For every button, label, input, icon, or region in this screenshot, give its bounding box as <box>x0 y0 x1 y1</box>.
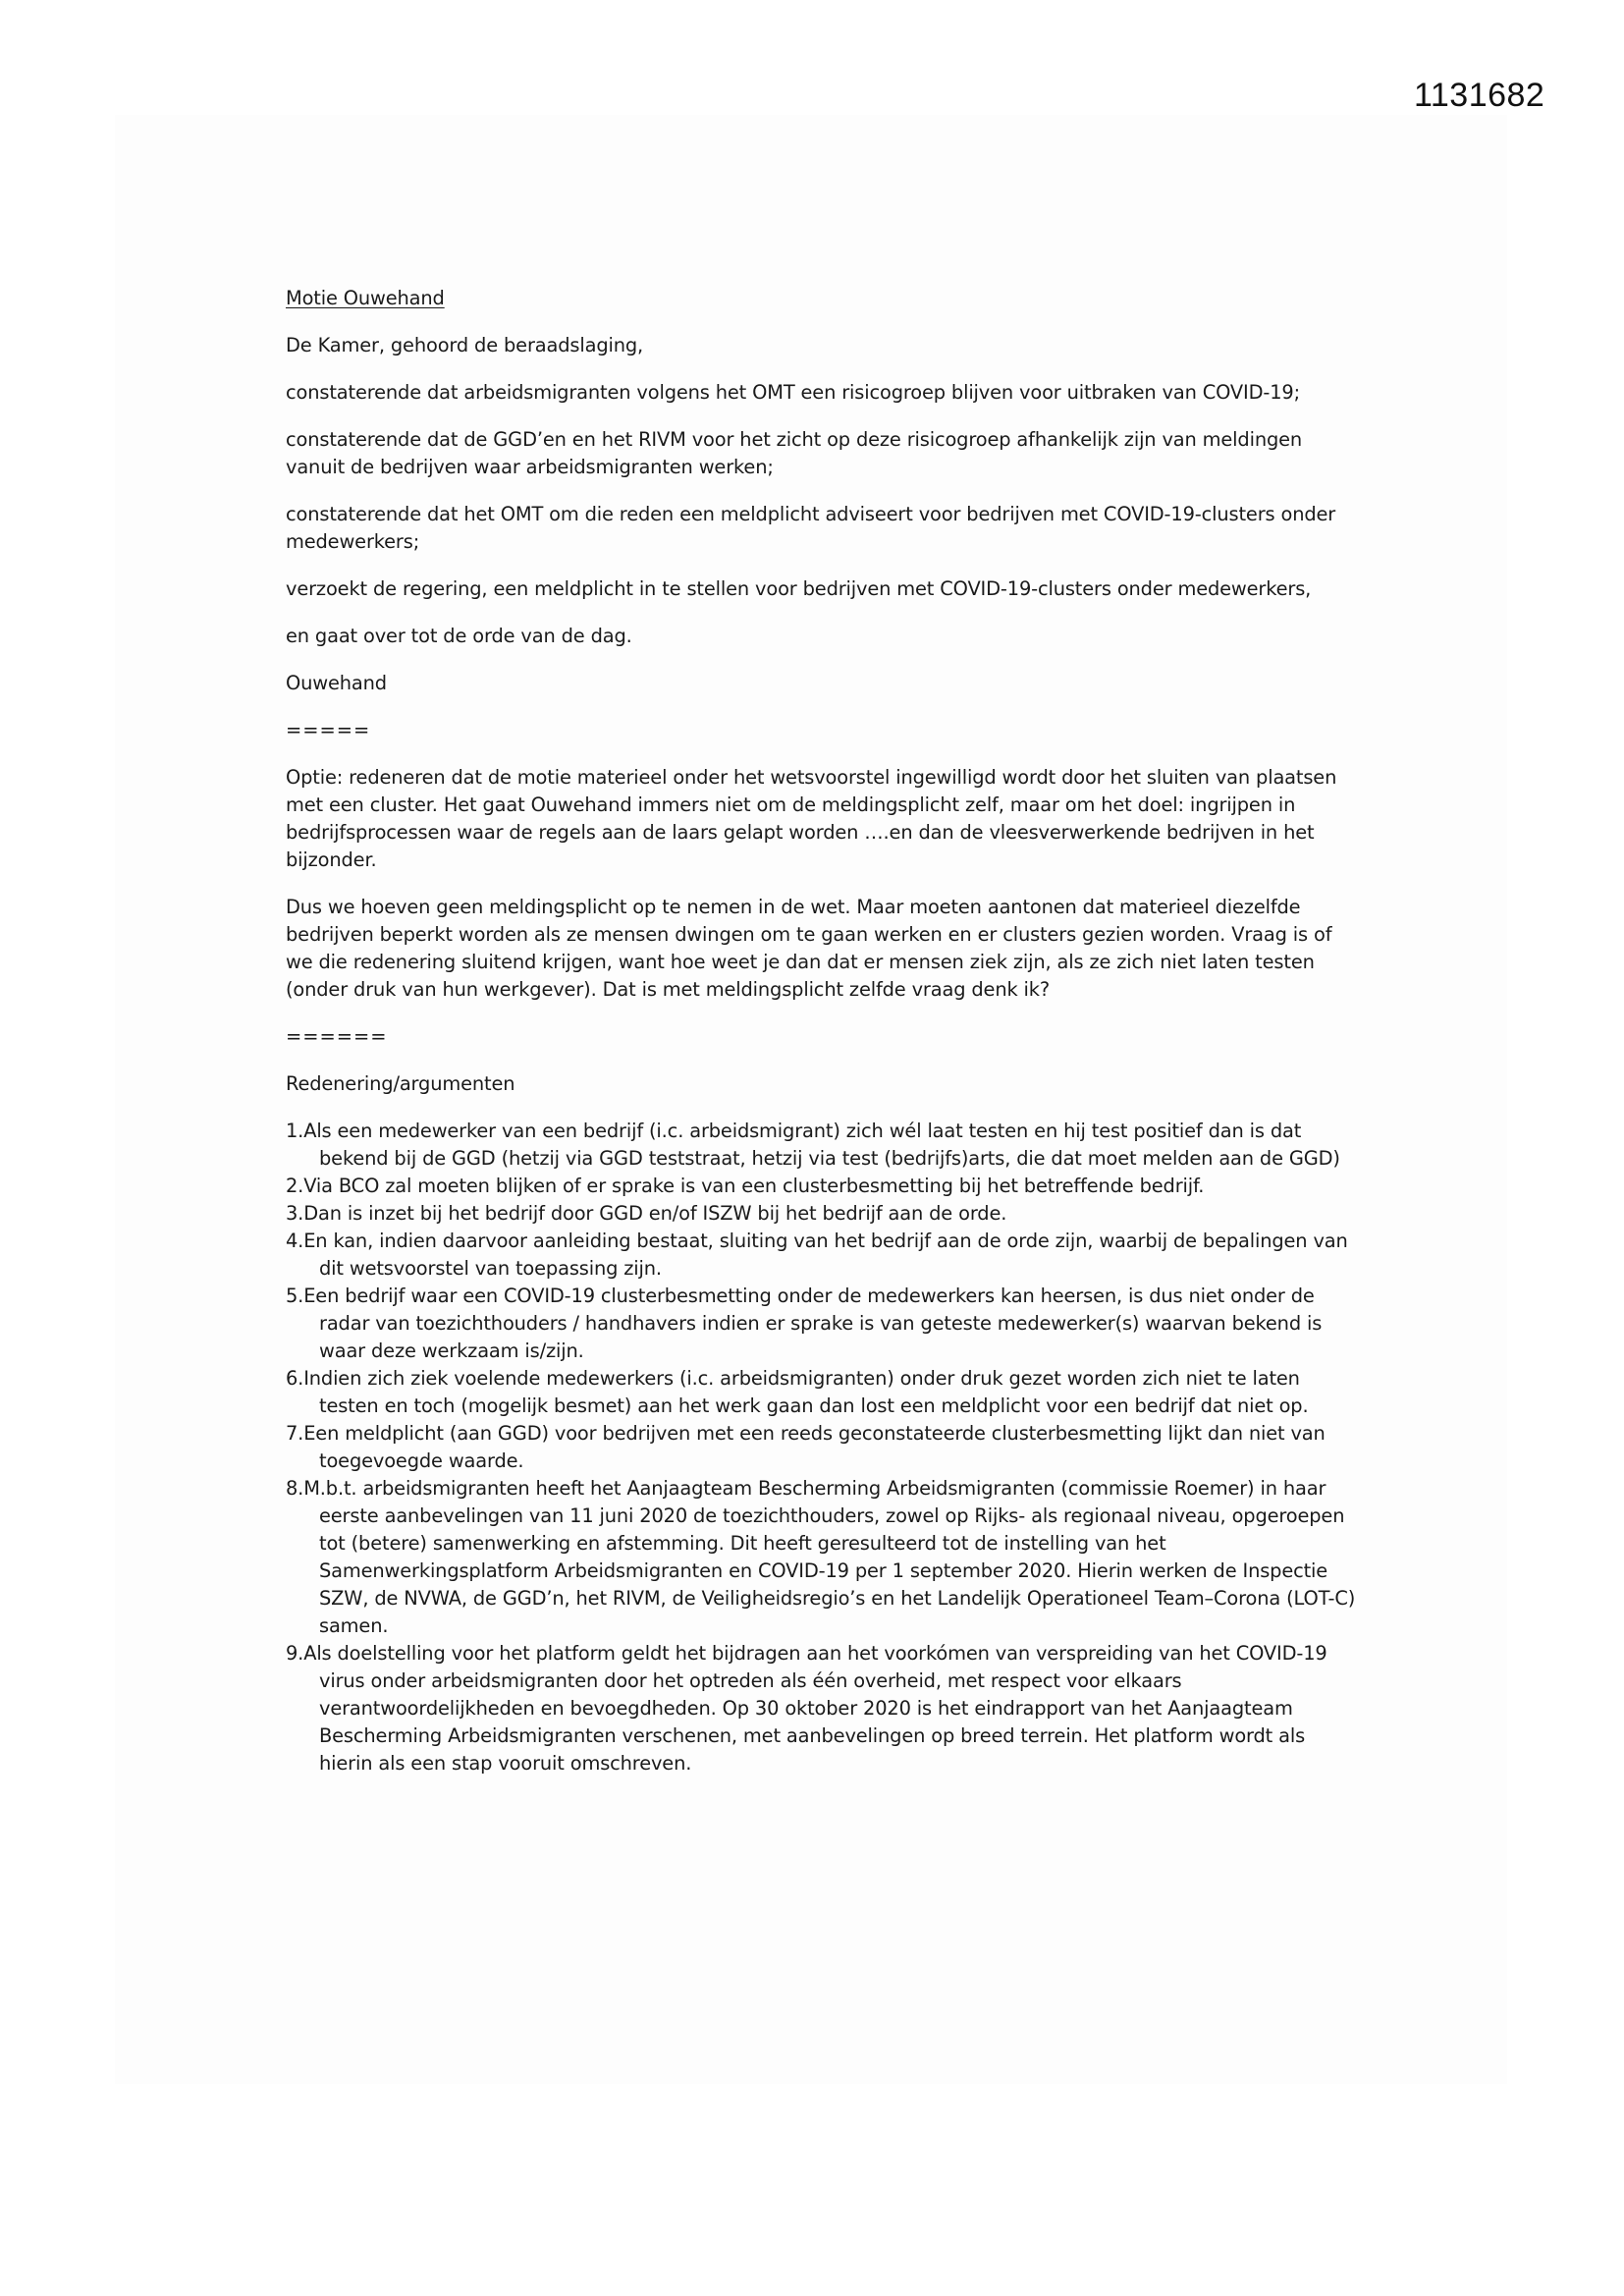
item-number: 4. <box>286 1230 304 1252</box>
motion-consideration: constaterende dat arbeidsmigranten volgens het OMT een risicogroep blijven voor uitbraken van COVID-19; <box>286 381 1300 404</box>
motion-consideration: constaterende dat de GGD’en en het RIVM voor het zicht op deze risicogroep afhankelijk zijn van meldingen vanuit de bedrijven waar arbeidsmigranten werken; <box>286 428 1303 478</box>
item-text: Als doelstelling voor het platform geldt het bijdragen aan het voorkómen van verspreiding van het COVID-19 virus onder arbeidsmigranten door het optreden als één overheid, met respect voor elkaars verantwoordelijkheden en bevoegdheden. Op 30 oktober 2020 is het eindrapport van het Aanjaagteam Bescherming Arbeidsmigranten verschenen, met aanbevelingen op breed terrein. Het platform wordt als hierin als een stap vooruit omschreven. <box>303 1642 1327 1775</box>
item-number: 9. <box>286 1642 304 1665</box>
item-number: 2. <box>286 1175 304 1197</box>
separator: ===== <box>286 719 371 741</box>
separator: ====== <box>286 1025 388 1048</box>
item-number: 5. <box>286 1285 304 1307</box>
arguments-list <box>286 1118 1356 1777</box>
motion-closing: en gaat over tot de orde van de dag. <box>286 625 632 647</box>
item-number: 3. <box>286 1202 304 1225</box>
note-paragraph: Dus we hoeven geen meldingsplicht op te nemen in de wet. Maar moeten aantonen dat materieel diezelfde bedrijven beperkt worden als ze mensen dwingen om te gaan werken en er clusters gezien worden. Vraag is of we die redenering sluitend krijgen, want hoe weet je dan dat er mensen ziek zijn, als ze zich niet laten testen (onder druk van hun werkgever). Dat is met meldingsplicht zelfde vraag denk ik? <box>286 896 1332 1001</box>
motion-title: Motie Ouwehand <box>286 287 445 309</box>
argument-item <box>286 1420 1356 1475</box>
argument-item <box>286 1173 1356 1200</box>
item-text: Indien zich ziek voelende medewerkers (i.c. arbeidsmigranten) onder druk gezet worden zich niet te laten testen en toch (mogelijk besmet) aan het werk gaan dan lost een meldplicht voor een bedrijf dat niet op. <box>303 1367 1309 1417</box>
document-body <box>286 285 1356 1777</box>
item-text: En kan, indien daarvoor aanleiding bestaat, sluiting van het bedrijf aan de orde zijn, waarbij de bepalingen van dit wetsvoorstel van toepassing zijn. <box>303 1230 1348 1280</box>
motion-consideration: constaterende dat het OMT om die reden een meldplicht adviseert voor bedrijven met COVID-19-clusters onder medewerkers; <box>286 503 1336 553</box>
motion-signature: Ouwehand <box>286 672 387 694</box>
item-text: Dan is inzet bij het bedrijf door GGD en/of ISZW bij het bedrijf aan de orde. <box>303 1202 1007 1225</box>
item-number: 7. <box>286 1422 304 1445</box>
item-text: Via BCO zal moeten blijken of er sprake is van een clusterbesmetting bij het betreffende bedrijf. <box>303 1175 1205 1197</box>
argument-item <box>286 1365 1356 1420</box>
item-number: 1. <box>286 1120 304 1142</box>
item-number: 8. <box>286 1477 304 1500</box>
arguments-heading: Redenering/argumenten <box>286 1072 515 1095</box>
motion-request: verzoekt de regering, een meldplicht in te stellen voor bedrijven met COVID-19-clusters onder medewerkers, <box>286 577 1312 600</box>
argument-item <box>286 1475 1356 1640</box>
argument-item <box>286 1200 1356 1228</box>
item-text: Als een medewerker van een bedrijf (i.c. arbeidsmigrant) zich wél laat testen en hij test positief dan is dat bekend bij de GGD (hetzij via GGD teststraat, hetzij via test (bedrijfs)arts, die dat moet melden aan de GGD) <box>303 1120 1340 1170</box>
argument-item <box>286 1228 1356 1283</box>
item-number: 6. <box>286 1367 304 1390</box>
argument-item <box>286 1283 1356 1365</box>
note-paragraph: Optie: redeneren dat de motie materieel onder het wetsvoorstel ingewilligd wordt door het sluiten van plaatsen met een cluster. Het gaat Ouwehand immers niet om de meldingsplicht zelf, maar om het doel: ingrijpen in bedrijfsprocessen waar de regels aan de laars gelapt worden ….en dan de vleesverwerkende bedrijven in het bijzonder. <box>286 766 1337 871</box>
item-text: Een meldplicht (aan GGD) voor bedrijven met een reeds geconstateerde clusterbesmetting lijkt dan niet van toegevoegde waarde. <box>303 1422 1326 1472</box>
item-text: Een bedrijf waar een COVID-19 clusterbesmetting onder de medewerkers kan heersen, is dus niet onder de radar van toezichthouders / handhavers indien er sprake is van geteste medewerker(s) waarvan bekend is waar deze werkzaam is/zijn. <box>303 1285 1323 1362</box>
argument-item <box>286 1640 1356 1777</box>
document-id: 1131682 <box>1414 77 1545 114</box>
motion-opening: De Kamer, gehoord de beraadslaging, <box>286 334 644 356</box>
argument-item <box>286 1118 1356 1173</box>
item-text: M.b.t. arbeidsmigranten heeft het Aanjaagteam Bescherming Arbeidsmigranten (commissie Roemer) in haar eerste aanbevelingen van 11 juni 2020 de toezichthouders, zowel op Rijks- als regionaal niveau, opgeroepen tot (betere) samenwerking en afstemming. Dit heeft geresulteerd tot de instelling van het Samenwerkingsplatform Arbeidsmigranten en COVID-19 per 1 september 2020. Hierin werken de Inspectie SZW, de NVWA, de GGD’n, het RIVM, de Veiligheidsregio’s en het Landelijk Operationeel Team–Corona (LOT-C) samen. <box>303 1477 1356 1637</box>
